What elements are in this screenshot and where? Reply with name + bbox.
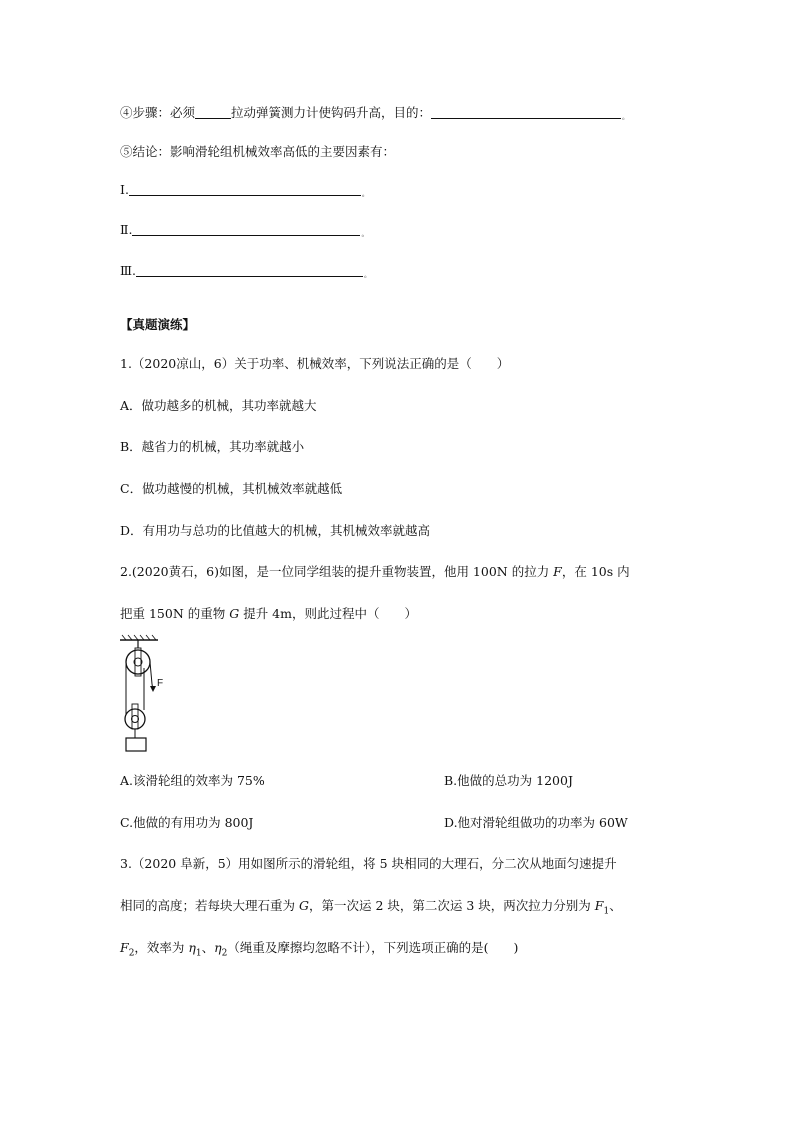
q3-eta-2: η xyxy=(214,940,222,955)
step5-title: ⑤结论：影响滑轮组机械效率高低的主要因素有： xyxy=(120,144,396,159)
q3-var-g: G xyxy=(298,898,309,913)
q3-sep: 、 xyxy=(609,898,622,913)
q3-sub-1: 1 xyxy=(603,906,610,917)
q2-line2-pre: 把重 150N 的重物 xyxy=(120,606,230,621)
q2-var-g: G xyxy=(229,606,240,621)
fixed-pulley xyxy=(126,648,150,676)
step4-line xyxy=(120,103,629,122)
q1-option-c[interactable]: C．做功越慢的机械，其机械效率就越低 xyxy=(120,481,343,496)
step4-blank-1[interactable] xyxy=(195,106,231,119)
factor-3-blank[interactable] xyxy=(136,264,363,277)
q2-line-2 xyxy=(120,604,417,622)
q1-option-a[interactable]: A．做功越多的机械，其功率就越大 xyxy=(120,398,317,413)
factor-1-end: 。 xyxy=(361,190,369,198)
q2-line1-pre: 2.(2020黄石，6)如图，是一位同学组装的提升重物装置，他用 100N 的拉力 xyxy=(120,564,554,579)
q2-line-1 xyxy=(120,562,630,580)
factor-2-end: 。 xyxy=(361,230,369,238)
factor-1-blank[interactable] xyxy=(129,183,361,196)
q3-line-3 xyxy=(120,938,518,959)
factor-1-label: Ⅰ. xyxy=(120,182,129,197)
q2-line2-post: 提升 4m，则此过程中（ ） xyxy=(239,606,417,621)
pull-arrow xyxy=(150,684,156,692)
factor-2-label: Ⅱ. xyxy=(120,222,133,237)
q2-option-d[interactable]: D.他对滑轮组做功的功率为 60W xyxy=(444,815,628,830)
q3-line2-pre: 相同的高度；若每块大理石重为 xyxy=(120,898,299,913)
q2-option-b[interactable]: B.他做的总功为 1200J xyxy=(444,773,573,788)
section-title: 【真题演练】 xyxy=(120,317,196,332)
q3-var-f2: F xyxy=(120,940,129,955)
step4-blank-2[interactable] xyxy=(431,106,621,119)
q1-option-b[interactable]: B．越省力的机械，其功率就越小 xyxy=(120,439,305,454)
q3-line3-mid: ，效率为 xyxy=(134,940,189,955)
q2-var-f: F xyxy=(553,564,562,579)
q3-eta-sub-1: 1 xyxy=(195,948,202,959)
q3-eta-sub-2: 2 xyxy=(221,948,228,959)
factor-1 xyxy=(120,182,369,199)
weight-block xyxy=(126,738,146,751)
step4-end-mark: 。 xyxy=(622,113,630,121)
q3-line3-post: （绳重及摩擦均忽略不计），下列选项正确的是( ) xyxy=(227,940,519,955)
pulley-system-figure xyxy=(118,634,178,754)
step4-prefix: ④步骤：必须 xyxy=(120,105,196,120)
q3-eta-1: η xyxy=(188,940,196,955)
factor-3 xyxy=(120,263,371,280)
q3-eta-sep: 、 xyxy=(201,940,215,955)
q3-line-1: 3.（2020 阜新，5）用如图所示的滑轮组，将 5 块相同的大理石，分二次从地面匀速提升 xyxy=(120,856,617,871)
q3-sub-2: 2 xyxy=(128,948,135,959)
q3-line-2 xyxy=(120,896,622,917)
ceiling xyxy=(120,635,158,640)
figure-label-f: F xyxy=(157,678,164,689)
q1-stem: 1.（2020凉山，6）关于功率、机械效率，下列说法正确的是（ ） xyxy=(120,356,510,371)
q2-option-c[interactable]: C.他做的有用功为 800J xyxy=(120,815,254,830)
factor-2 xyxy=(120,222,368,239)
q3-var-f1: F xyxy=(594,898,604,913)
q1-option-d[interactable]: D．有用功与总功的比值越大的机械，其机械效率就越高 xyxy=(120,523,431,538)
step4-middle: 拉动弹簧测力计使钩码升高，目的： xyxy=(231,105,432,120)
factor-2-blank[interactable] xyxy=(132,223,360,236)
factor-3-end: 。 xyxy=(364,271,372,279)
q2-line1-post: ，在 10s 内 xyxy=(561,564,630,579)
q3-line2-post: ，第一次运 2 块，第二次运 3 块，两次拉力分别为 xyxy=(308,898,595,913)
movable-pulley xyxy=(125,704,145,729)
q2-option-a[interactable]: A.该滑轮组的效率为 75% xyxy=(120,773,265,788)
factor-3-label: Ⅲ. xyxy=(120,263,137,278)
